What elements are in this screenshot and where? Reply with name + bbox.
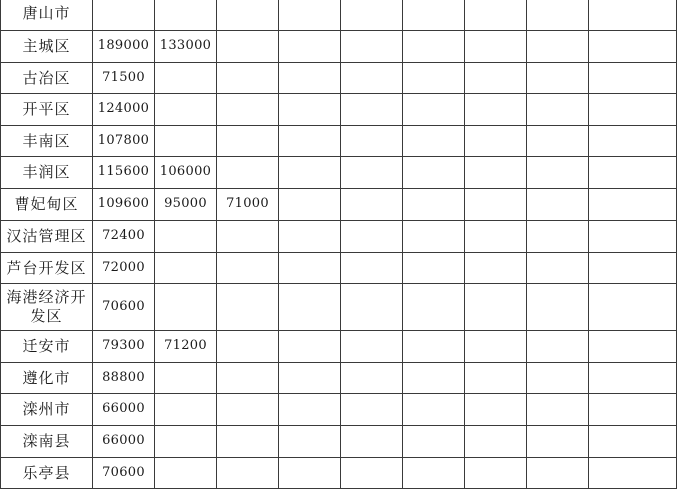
value-cell — [527, 394, 589, 426]
table-row — [1, 253, 677, 284]
value-cell — [527, 63, 589, 94]
value-cell — [279, 253, 341, 284]
value-cell — [279, 63, 341, 94]
table-row — [1, 31, 677, 63]
value-cell — [341, 0, 403, 31]
value-cell — [279, 126, 341, 157]
value-cell — [217, 331, 279, 363]
region-name-cell — [1, 94, 93, 126]
value-cell — [403, 284, 465, 331]
value-cell — [527, 157, 589, 189]
value-cell: 95000 — [155, 189, 217, 221]
value-cell — [465, 189, 527, 221]
value-cell — [465, 221, 527, 253]
value-cell — [217, 363, 279, 394]
region-name-cell — [1, 157, 93, 189]
value-cell — [279, 189, 341, 221]
value-cell — [403, 126, 465, 157]
region-name-cell — [1, 63, 93, 94]
value-cell — [589, 63, 677, 94]
value-cell — [217, 126, 279, 157]
value-cell: 124000 — [93, 94, 155, 126]
value-cell — [527, 189, 589, 221]
value-cell — [341, 458, 403, 489]
value-cell — [217, 221, 279, 253]
region-name: 芦台开发区 — [6, 258, 87, 277]
value-cell — [155, 458, 217, 489]
value-cell — [465, 284, 527, 331]
value-cell — [403, 31, 465, 63]
value-cell — [403, 157, 465, 189]
value-cell — [341, 426, 403, 458]
value-cell — [589, 126, 677, 157]
value-cell — [527, 253, 589, 284]
region-name: 丰南区 — [22, 131, 71, 150]
value-cell — [465, 63, 527, 94]
region-name: 唐山市 — [22, 4, 71, 23]
value-cell: 133000 — [155, 31, 217, 63]
region-name-cell — [1, 331, 93, 363]
table-row — [1, 331, 677, 363]
value-cell — [403, 426, 465, 458]
value-cell — [341, 221, 403, 253]
table-row — [1, 426, 677, 458]
value-cell — [341, 394, 403, 426]
value-cell — [527, 426, 589, 458]
region-name: 开平区 — [22, 100, 71, 119]
value-cell — [279, 458, 341, 489]
region-name-cell — [1, 394, 93, 426]
value-cell — [279, 94, 341, 126]
table-row — [1, 63, 677, 94]
value-cell — [465, 157, 527, 189]
value-cell — [217, 0, 279, 31]
value-cell — [589, 426, 677, 458]
region-name-cell — [1, 426, 93, 458]
value-cell — [341, 157, 403, 189]
value-cell — [279, 31, 341, 63]
table-row — [1, 126, 677, 157]
value-cell: 107800 — [93, 126, 155, 157]
value-cell — [403, 253, 465, 284]
value-cell — [589, 363, 677, 394]
value-cell — [279, 426, 341, 458]
region-name: 汉沽管理区 — [6, 227, 87, 246]
region-name-cell — [1, 126, 93, 157]
value-cell — [155, 394, 217, 426]
value-cell — [341, 63, 403, 94]
table-row — [1, 458, 677, 489]
value-cell — [527, 458, 589, 489]
region-name-cell — [1, 0, 93, 31]
value-cell — [465, 363, 527, 394]
value-cell — [403, 189, 465, 221]
table-body — [1, 0, 677, 489]
value-cell — [341, 331, 403, 363]
region-name-cell — [1, 363, 93, 394]
value-cell — [589, 157, 677, 189]
value-cell — [465, 426, 527, 458]
value-cell — [155, 284, 217, 331]
value-cell — [589, 394, 677, 426]
table-row — [1, 94, 677, 126]
value-cell — [527, 94, 589, 126]
region-name: 滦南县 — [22, 432, 71, 451]
table-row — [1, 0, 677, 31]
value-cell — [403, 94, 465, 126]
value-cell: 109600 — [93, 189, 155, 221]
value-cell — [217, 94, 279, 126]
value-cell — [155, 426, 217, 458]
value-cell — [589, 331, 677, 363]
value-cell — [279, 284, 341, 331]
value-cell — [589, 253, 677, 284]
value-cell: 79300 — [93, 331, 155, 363]
value-cell — [465, 394, 527, 426]
value-cell — [279, 363, 341, 394]
value-cell — [527, 0, 589, 31]
value-cell — [589, 94, 677, 126]
value-cell — [403, 331, 465, 363]
region-name-cell — [1, 284, 93, 331]
region-name-cell — [1, 253, 93, 284]
value-cell — [155, 126, 217, 157]
value-cell — [155, 221, 217, 253]
value-cell — [465, 0, 527, 31]
value-cell — [279, 0, 341, 31]
value-cell — [465, 458, 527, 489]
value-cell — [217, 157, 279, 189]
value-cell: 72400 — [93, 221, 155, 253]
value-cell — [155, 94, 217, 126]
value-cell — [341, 94, 403, 126]
value-cell — [527, 331, 589, 363]
region-name-cell — [1, 221, 93, 253]
table-row — [1, 363, 677, 394]
value-cell — [217, 284, 279, 331]
region-name-cell — [1, 31, 93, 63]
value-cell — [527, 284, 589, 331]
value-cell — [589, 31, 677, 63]
region-name: 海港经济开发区 — [6, 288, 87, 325]
value-cell — [527, 31, 589, 63]
value-cell — [403, 63, 465, 94]
table-row — [1, 221, 677, 253]
value-cell: 189000 — [93, 31, 155, 63]
value-cell — [341, 126, 403, 157]
value-cell — [155, 0, 217, 31]
value-cell — [279, 157, 341, 189]
value-cell — [589, 458, 677, 489]
value-cell: 72000 — [93, 253, 155, 284]
region-name: 古冶区 — [22, 68, 71, 87]
value-cell — [403, 0, 465, 31]
table-row — [1, 189, 677, 221]
value-cell: 71200 — [155, 331, 217, 363]
value-cell: 71500 — [93, 63, 155, 94]
value-cell — [403, 458, 465, 489]
region-name-cell — [1, 458, 93, 489]
value-cell — [341, 253, 403, 284]
value-cell — [217, 63, 279, 94]
value-cell — [403, 363, 465, 394]
value-cell — [527, 126, 589, 157]
value-cell — [465, 31, 527, 63]
value-cell — [589, 189, 677, 221]
value-cell — [527, 363, 589, 394]
value-cell — [217, 426, 279, 458]
region-name: 乐亭县 — [22, 463, 71, 482]
value-cell — [279, 331, 341, 363]
value-cell: 70600 — [93, 284, 155, 331]
value-cell: 66000 — [93, 426, 155, 458]
value-cell — [589, 221, 677, 253]
table-row — [1, 284, 677, 331]
value-cell — [155, 63, 217, 94]
value-cell — [403, 221, 465, 253]
value-cell: 88800 — [93, 363, 155, 394]
value-cell: 106000 — [155, 157, 217, 189]
value-cell — [403, 394, 465, 426]
region-name: 主城区 — [22, 37, 71, 56]
value-cell — [217, 31, 279, 63]
value-cell — [527, 221, 589, 253]
table-row — [1, 157, 677, 189]
value-cell: 70600 — [93, 458, 155, 489]
region-name-cell — [1, 189, 93, 221]
value-cell — [279, 394, 341, 426]
table-row — [1, 394, 677, 426]
value-cell — [589, 284, 677, 331]
value-cell — [465, 331, 527, 363]
region-name: 迁安市 — [22, 337, 71, 356]
value-cell — [465, 253, 527, 284]
value-cell: 66000 — [93, 394, 155, 426]
value-cell — [93, 0, 155, 31]
value-cell: 71000 — [217, 189, 279, 221]
region-name: 遵化市 — [22, 368, 71, 387]
value-cell — [341, 363, 403, 394]
value-cell — [279, 221, 341, 253]
value-cell — [589, 0, 677, 31]
value-cell — [217, 458, 279, 489]
value-cell — [341, 284, 403, 331]
region-name: 曹妃甸区 — [14, 195, 79, 214]
value-cell — [155, 253, 217, 284]
value-cell — [155, 363, 217, 394]
value-cell — [465, 126, 527, 157]
value-cell — [341, 31, 403, 63]
region-name: 丰润区 — [22, 163, 71, 182]
region-name: 滦州市 — [22, 400, 71, 419]
value-cell — [217, 253, 279, 284]
value-cell — [465, 94, 527, 126]
value-cell: 115600 — [93, 157, 155, 189]
value-cell — [217, 394, 279, 426]
value-cell — [341, 189, 403, 221]
